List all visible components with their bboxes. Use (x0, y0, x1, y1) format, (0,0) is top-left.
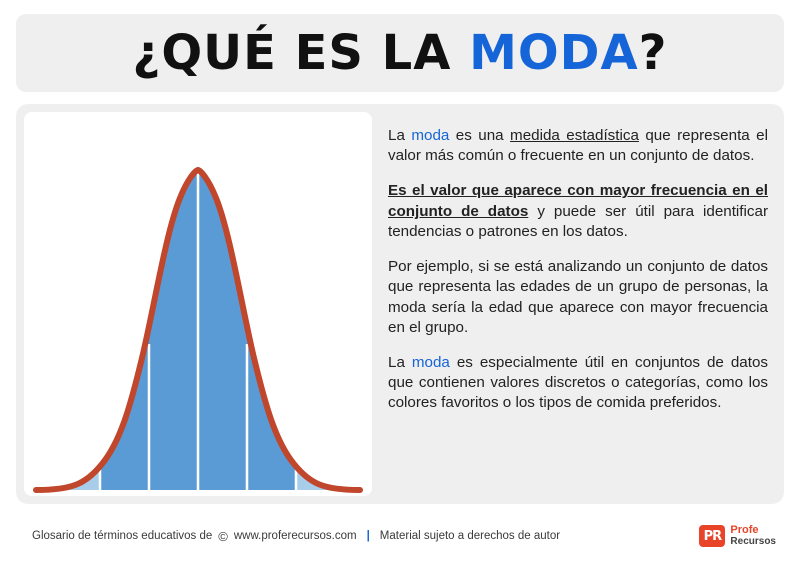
band-outer-left (24, 112, 100, 496)
footer-rights: Material sujeto a derechos de autor (379, 530, 561, 542)
band-outer-right (296, 112, 372, 496)
title-bar (16, 14, 784, 92)
text-run: moda (411, 127, 450, 144)
paragraph-4 (388, 353, 768, 414)
bell-curve-svg (24, 112, 372, 496)
footer-site-link[interactable]: www.proferecursos.com (233, 530, 357, 542)
page-title (132, 25, 667, 81)
definition-text (372, 112, 776, 496)
text-run: y puede ser útil para identificar tendencias o patrones en los datos. (388, 202, 768, 240)
paragraph-1 (388, 126, 768, 166)
text-run: es especialmente útil en conjuntos de datos que contienen valores discretos o categorías, como los colores favoritos o los tipos de comida preferidos. (388, 353, 768, 412)
title-highlight: MODA (469, 25, 639, 81)
logo-line-1: Profe (730, 524, 759, 537)
text-run: que representa el valor más común o frecuente en un conjunto de datos. (388, 127, 768, 165)
title-after: ? (638, 25, 668, 81)
normal-distribution-chart (24, 112, 372, 496)
content-panel (16, 104, 784, 504)
text-run: Es el valor que aparece con mayor frecuencia en el conjunto de datos (388, 182, 768, 220)
copyright-icon: © (218, 528, 228, 544)
logo-wordmark (730, 525, 776, 546)
footer (16, 514, 784, 558)
text-run: medida estadística (510, 127, 639, 144)
text-run: Por ejemplo, si se está analizando un conjunto de datos que representa las edades de un grupo de personas, la moda sería la edad que aparece con mayor frecuencia en el grupo. (388, 258, 768, 336)
text-run: La (388, 353, 412, 371)
logo-line-2: Recursos (730, 535, 776, 547)
text-run: moda (411, 353, 450, 371)
text-run: es una (449, 127, 511, 144)
logo-mark: PR (699, 525, 725, 547)
paragraph-3 (388, 257, 768, 338)
proferecursos-logo[interactable] (699, 525, 784, 547)
footer-separator: | (366, 530, 370, 542)
text-run: La (388, 127, 412, 144)
paragraph-2 (388, 181, 768, 242)
title-before: ¿QUÉ ES LA (132, 25, 470, 81)
footer-left-text: Glosario de términos educativos de (32, 530, 213, 542)
footer-credit (16, 529, 560, 544)
